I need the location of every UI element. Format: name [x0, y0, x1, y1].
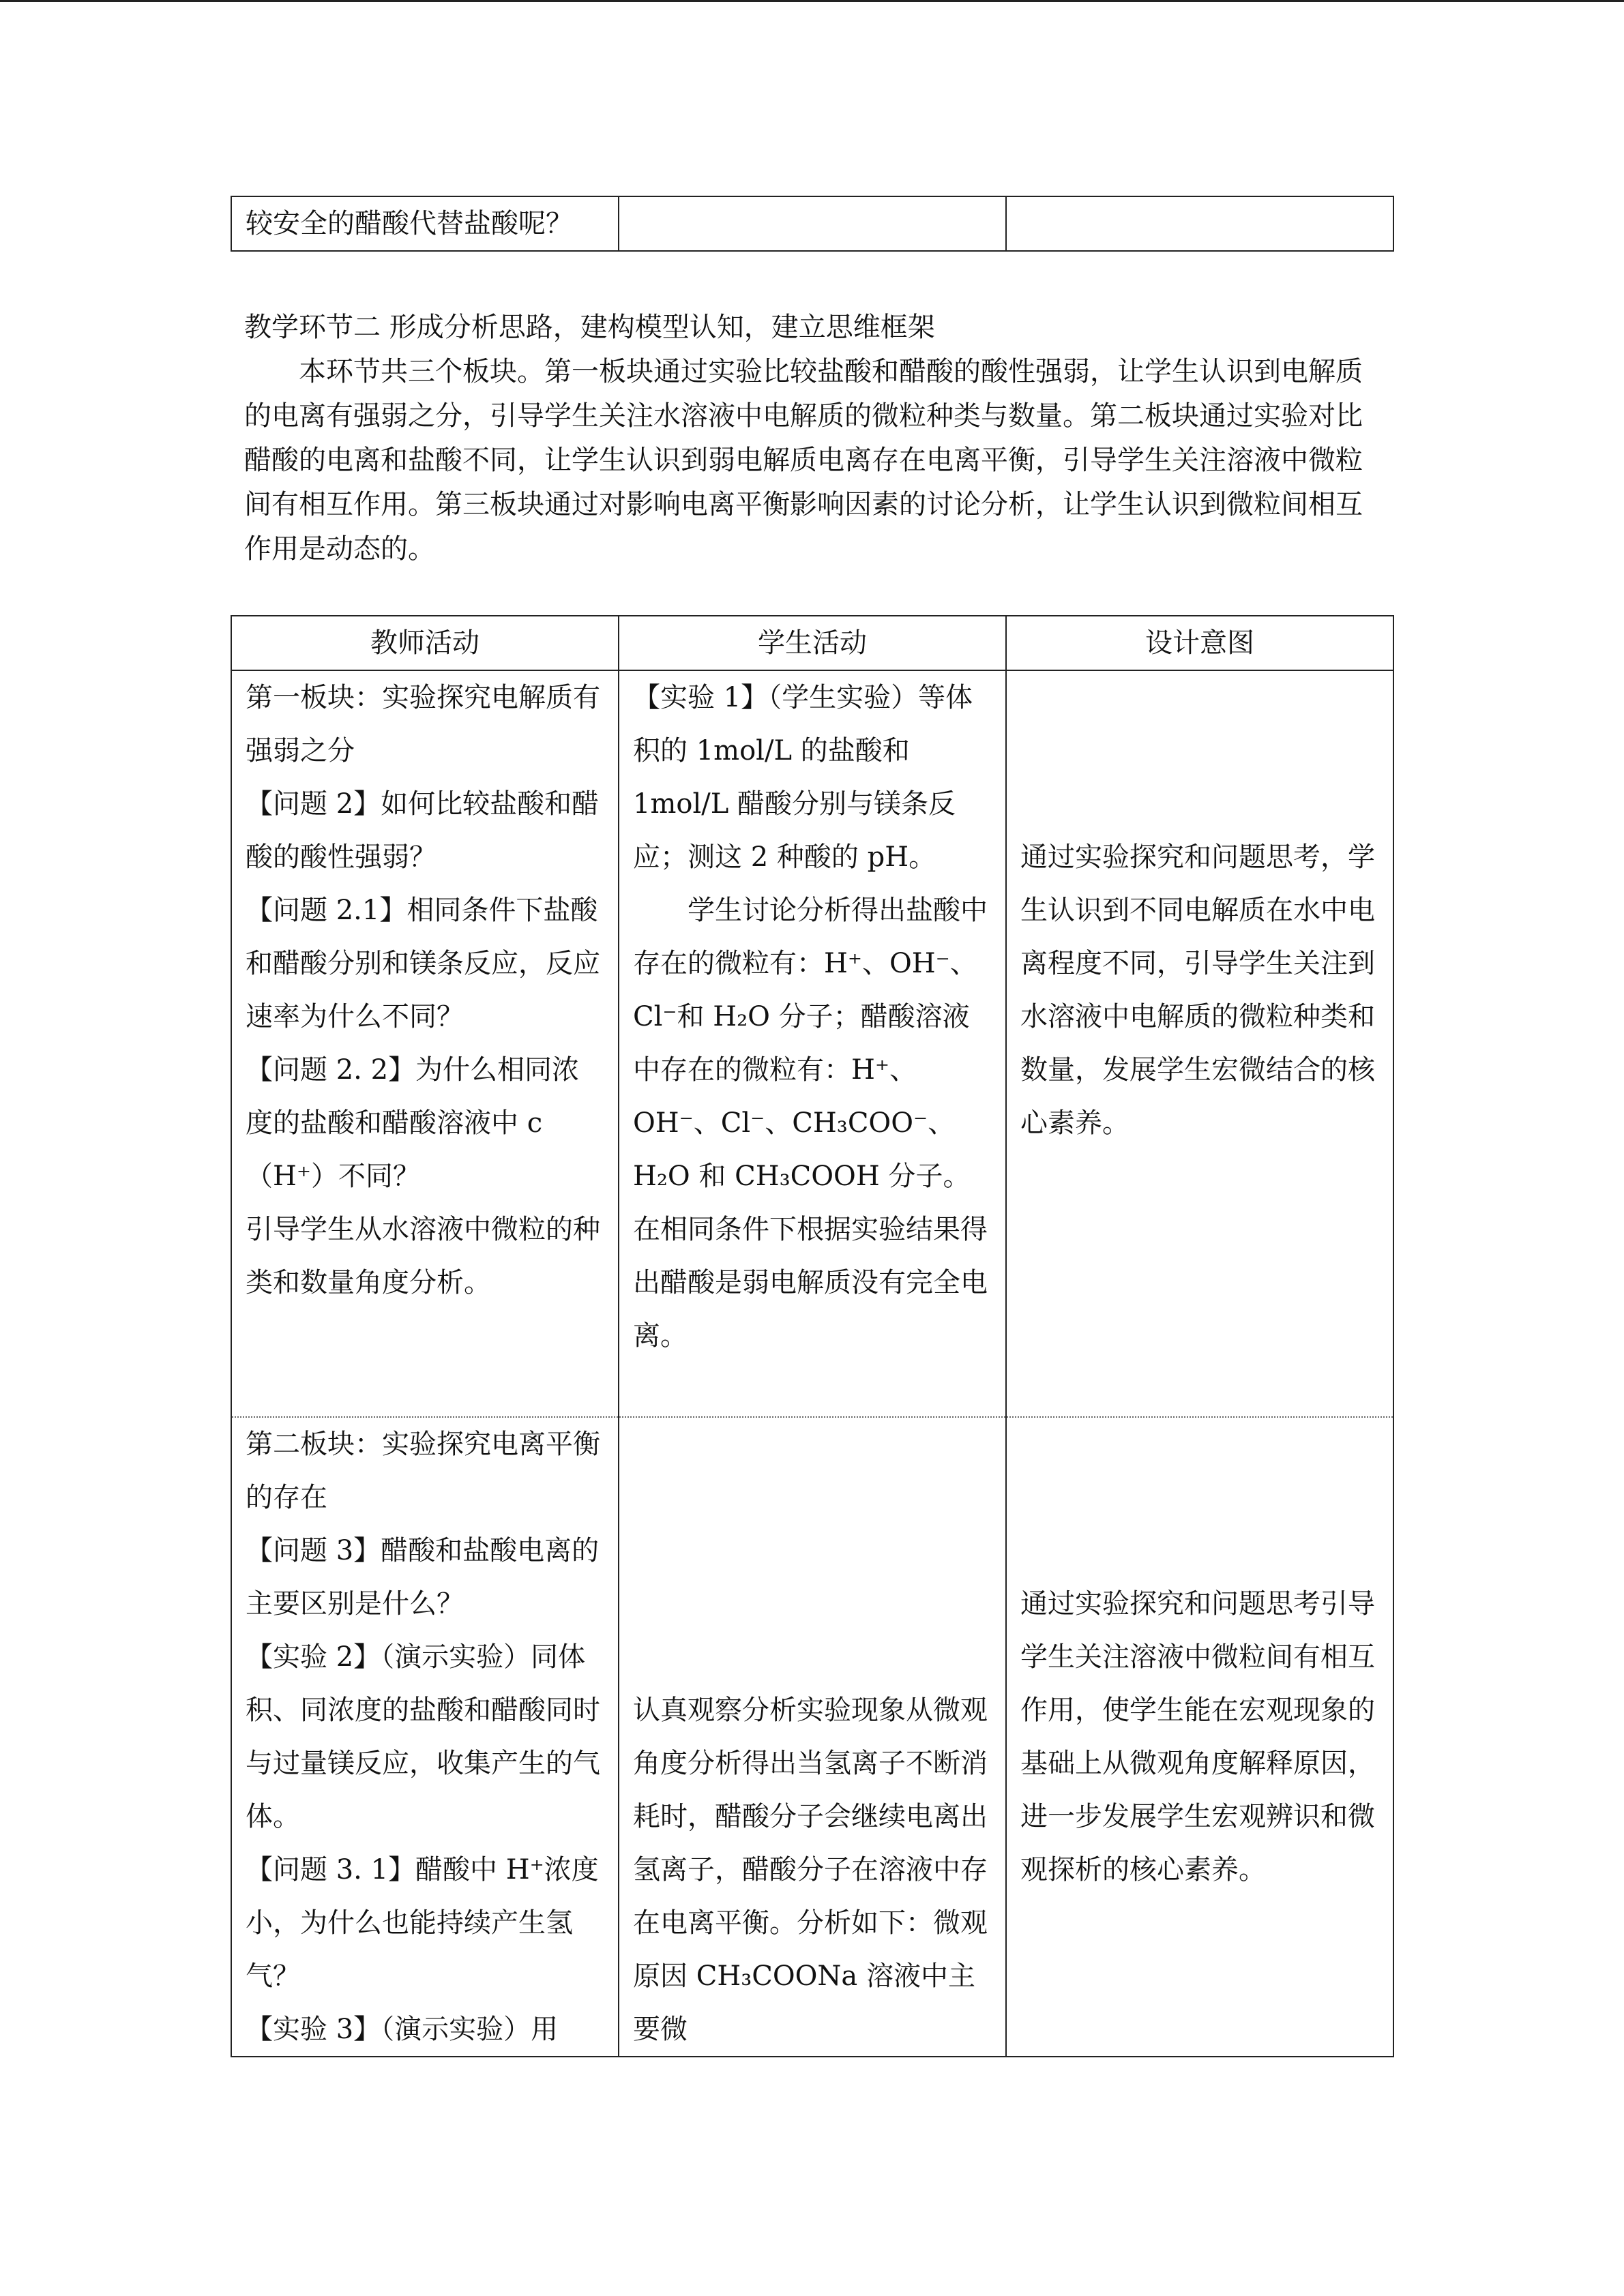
activity-table — [231, 615, 1394, 2057]
row1-teacher-line: 【问题 2】如何比较盐酸和醋酸的酸性强弱？ — [246, 788, 600, 873]
row1-teacher-line: 【问题 2. 2】为什么相同浓度的盐酸和醋酸溶液中 c（H⁺）不同？ — [246, 1054, 580, 1192]
table-row — [231, 1417, 1393, 2057]
row2-teacher-line: 【实验 3】（演示实验）用 — [246, 2014, 559, 2045]
row2-student-cell — [619, 1417, 1006, 2057]
row1-teacher-line: 引导学生从水溶液中微粒的种类和数量角度分析。 — [246, 1214, 600, 1298]
table-row — [231, 670, 1393, 1417]
row1-teacher-line: 【问题 2.1】相同条件下盐酸和醋酸分别和镁条反应，反应速率为什么不同？ — [246, 895, 600, 1032]
continued-cell-teacher: 较安全的醋酸代替盐酸呢？ — [231, 196, 619, 251]
page-top-rule — [0, 0, 1624, 2]
continued-cell-design — [1006, 196, 1393, 251]
row1-student-line: 【实验 1】（学生实验）等体积的 1mol/L 的盐酸和 1mol/L 醋酸分别与镁条反应；测这 2 种酸的 pH。 — [633, 682, 973, 873]
row1-design-cell — [1006, 670, 1393, 1417]
row1-student-cell — [619, 670, 1006, 1417]
header-design: 设计意图 — [1006, 616, 1393, 670]
row2-design-text: 通过实验探究和问题思考引导学生关注溶液中微粒间有相互作用，使学生能在宏观现象的基础上从微观角度解释原因，进一步发展学生宏观辨识和微观探析的核心素养。 — [1020, 1588, 1375, 1885]
row2-teacher-line: 【问题 3】醋酸和盐酸电离的主要区别是什么？ — [246, 1535, 600, 1620]
row2-design-cell — [1006, 1417, 1393, 2057]
continued-table — [231, 196, 1394, 252]
section-body — [244, 350, 1370, 571]
row1-design-text: 通过实验探究和问题思考，学生认识到不同电解质在水中电离程度不同，引导学生关注到水溶液中电解质的微粒种类和数量，发展学生宏微结合的核心素养。 — [1020, 841, 1375, 1139]
row2-teacher-line: 【问题 3. 1】醋酸中 H⁺浓度小，为什么也能持续产生氢气？ — [246, 1854, 599, 1992]
header-teacher: 教师活动 — [231, 616, 619, 670]
continued-cell-student — [619, 196, 1006, 251]
row1-teacher-line: 第一板块：实验探究电解质有强弱之分 — [246, 682, 600, 766]
section-body-text: 本环节共三个板块。第一板块通过实验比较盐酸和醋酸的酸性强弱，让学生认识到电解质的电离有强弱之分，引导学生关注水溶液中电解质的微粒种类与数量。第二板块通过实验对比醋酸的电离和盐酸不同，让学生认识到弱电解质电离存在电离平衡，引导学生关注溶液中微粒间有相互作用。第三板块通过对影响电离平衡影响因素的讨论分析，让学生认识到微粒间相互作用是动态的。 — [244, 356, 1363, 565]
header-student: 学生活动 — [619, 616, 1006, 670]
row1-teacher-cell — [231, 670, 619, 1417]
row1-student-line: 学生讨论分析得出盐酸中存在的微粒有：H⁺、OH⁻、Cl⁻和 H₂O 分子；醋酸溶液中存在的微粒有：H⁺、OH⁻、Cl⁻、CH₃COO⁻、H₂O 和 CH₃COOH 分子。在相同条件下根据实验结果得出醋酸是弱电解质没有完全电离。 — [633, 895, 988, 1352]
row2-teacher-line: 第二板块：实验探究电离平衡的存在 — [246, 1429, 600, 1513]
section-title: 教学环节二 形成分析思路，建构模型认知，建立思维框架 — [244, 312, 935, 343]
row2-teacher-cell — [231, 1417, 619, 2057]
row2-teacher-line: 【实验 2】（演示实验）同体积、同浓度的盐酸和醋酸同时与过量镁反应，收集产生的气体。 — [246, 1641, 600, 1832]
row2-student-text: 认真观察分析实验现象从微观角度分析得出当氢离子不断消耗时，醋酸分子会继续电离出氢离子，醋酸分子在溶液中存在电离平衡。分析如下：微观原因 CH₃COONa 溶液中主要微 — [633, 1695, 988, 2045]
